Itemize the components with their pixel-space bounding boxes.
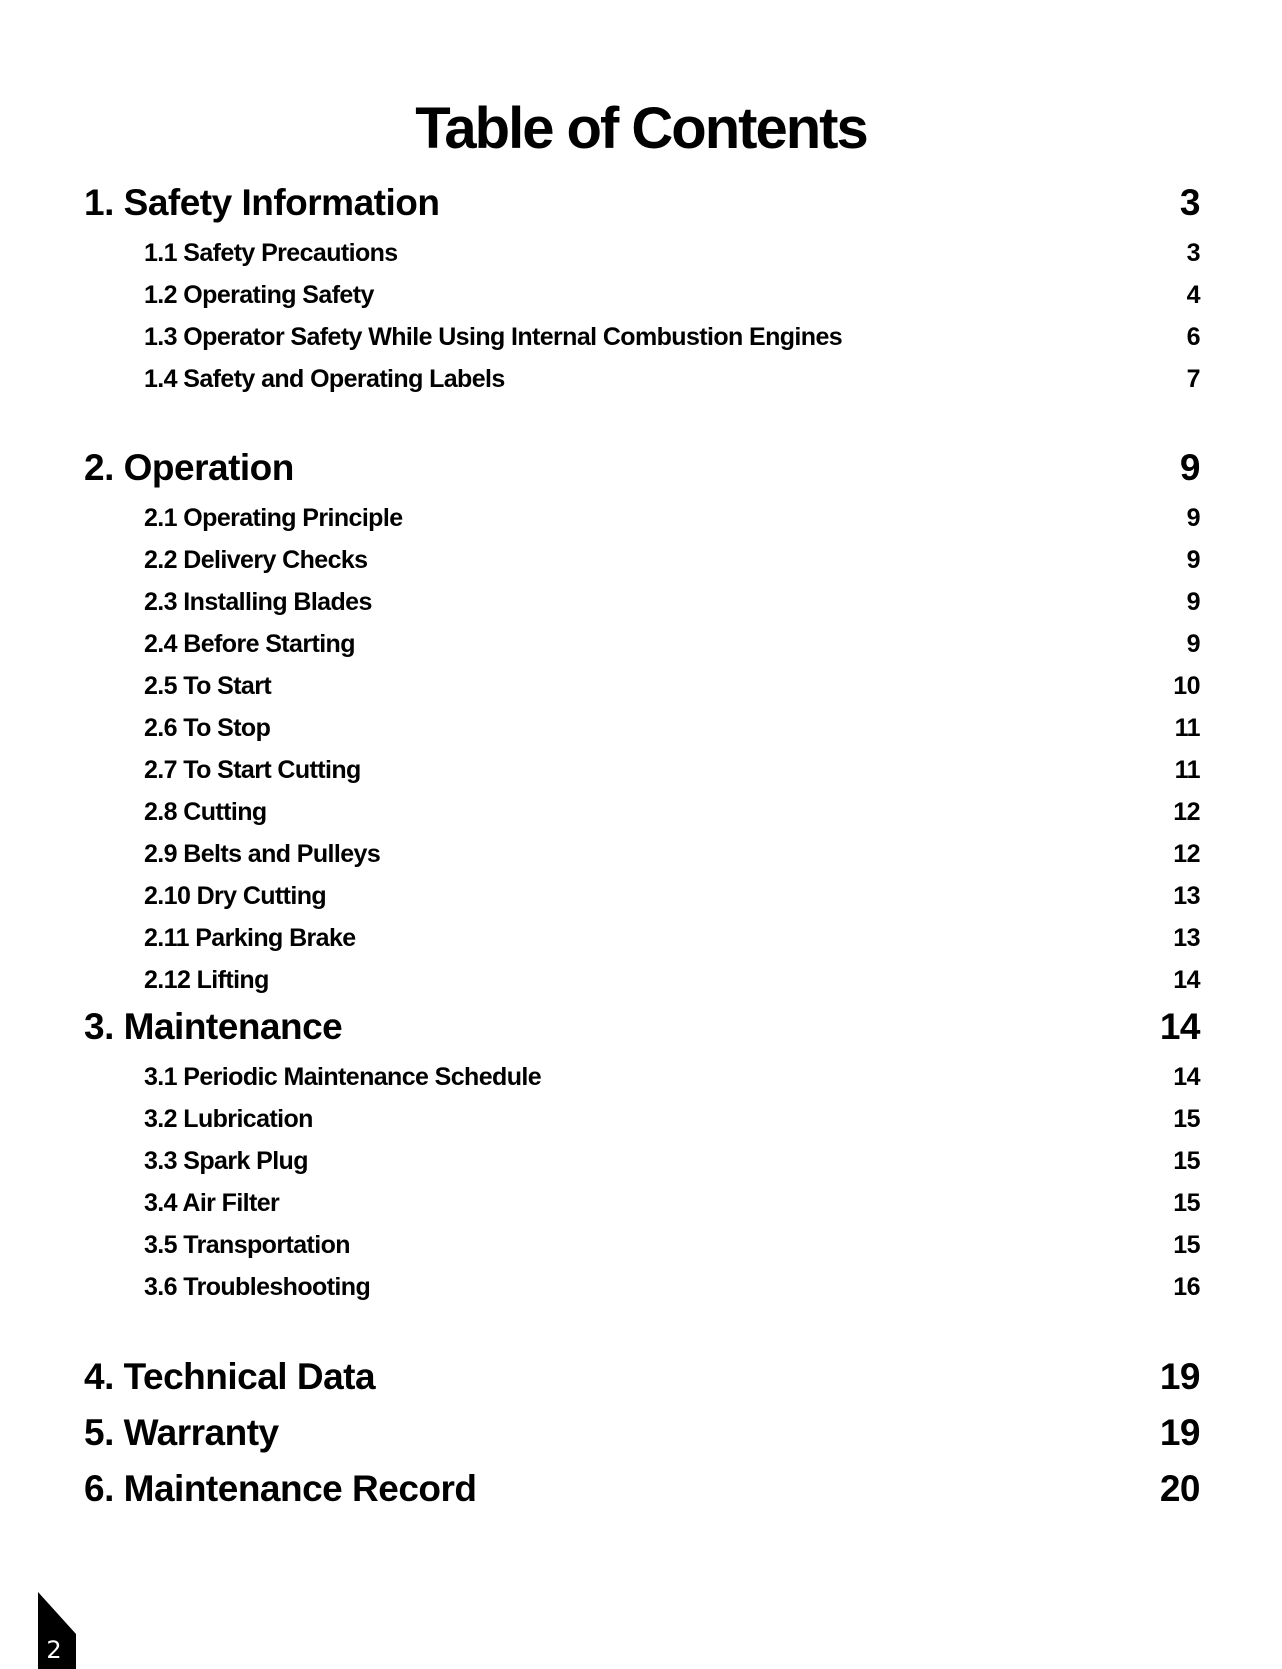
- toc-subsection-label: 3.2 Lubrication: [144, 1104, 313, 1133]
- toc-subsection-label: 2.5 To Start: [144, 671, 272, 700]
- toc-section-page: 19: [1159, 1356, 1200, 1397]
- page-number: 2: [46, 1636, 62, 1664]
- toc-subsection-label: 2.6 To Stop: [144, 713, 271, 742]
- toc-subsection-page: 9: [1186, 545, 1200, 574]
- toc-subsection-page: 9: [1186, 503, 1200, 532]
- toc-subsection-page: 15: [1173, 1146, 1200, 1175]
- toc-subsection-page: 6: [1186, 322, 1200, 351]
- toc-subsection-label: 2.8 Cutting: [144, 797, 267, 826]
- toc-subsection-page: 9: [1186, 587, 1200, 616]
- toc-section-label: 1. Safety Information: [84, 182, 440, 223]
- toc-section-label: 3. Maintenance: [84, 1006, 343, 1047]
- toc-subsection-page: 11: [1174, 755, 1200, 784]
- toc-section-page: 19: [1159, 1412, 1200, 1453]
- toc-subsection-label: 1.1 Safety Precautions: [144, 238, 398, 267]
- toc-subsection-label: 3.6 Troubleshooting: [144, 1272, 371, 1301]
- toc-subsection-page: 10: [1173, 671, 1200, 700]
- toc-subsection-page: 15: [1173, 1104, 1200, 1133]
- toc-subsection-label: 2.3 Installing Blades: [144, 587, 372, 616]
- toc-subsection-label: 3.4 Air Filter: [144, 1188, 280, 1217]
- toc-subsection-page: 15: [1173, 1230, 1200, 1259]
- toc-subsection-label: 2.9 Belts and Pulleys: [144, 839, 381, 868]
- toc-subsection-page: 14: [1173, 965, 1200, 994]
- toc-subsection-page: 7: [1186, 364, 1200, 393]
- toc-section-page: 3: [1179, 182, 1200, 223]
- toc-section-page: 14: [1159, 1006, 1200, 1047]
- toc-subsection-label: 2.11 Parking Brake: [144, 923, 356, 952]
- page-title: Table of Contents: [415, 96, 867, 161]
- toc-subsection-label: 3.5 Transportation: [144, 1230, 350, 1259]
- toc-subsection-page: 14: [1173, 1062, 1200, 1091]
- toc-subsection-page: 13: [1173, 923, 1200, 952]
- toc-section-label: 5. Warranty: [84, 1412, 279, 1453]
- toc-subsection-page: 16: [1173, 1272, 1200, 1301]
- toc-subsection-label: 2.1 Operating Principle: [144, 503, 403, 532]
- toc-subsection-label: 1.3 Operator Safety While Using Internal Combustion Engines: [144, 322, 843, 351]
- toc-subsection-page: 15: [1173, 1188, 1200, 1217]
- toc-subsection-label: 2.7 To Start Cutting: [144, 755, 361, 784]
- toc-section-label: 6. Maintenance Record: [84, 1468, 477, 1509]
- toc-subsection-page: 12: [1173, 797, 1200, 826]
- toc-subsection-label: 1.4 Safety and Operating Labels: [144, 364, 505, 393]
- toc-subsection-page: 9: [1186, 629, 1200, 658]
- toc-subsection-label: 3.1 Periodic Maintenance Schedule: [144, 1062, 542, 1091]
- toc-subsection-label: 3.3 Spark Plug: [144, 1146, 308, 1175]
- toc-subsection-page: 4: [1186, 280, 1200, 309]
- toc-subsection-page: 3: [1186, 238, 1200, 267]
- toc-subsection-page: 11: [1174, 713, 1200, 742]
- toc-subsection-page: 13: [1173, 881, 1200, 910]
- toc-subsection-label: 2.4 Before Starting: [144, 629, 355, 658]
- toc-section-page: 9: [1179, 447, 1200, 488]
- toc-section-label: 4. Technical Data: [84, 1356, 376, 1397]
- toc-section-label: 2. Operation: [84, 447, 294, 488]
- toc-subsection-label: 2.12 Lifting: [144, 965, 269, 994]
- toc-subsection-label: 2.2 Delivery Checks: [144, 545, 368, 574]
- toc-subsection-label: 2.10 Dry Cutting: [144, 881, 327, 910]
- toc-section-page: 20: [1159, 1468, 1200, 1509]
- toc-subsection-label: 1.2 Operating Safety: [144, 280, 374, 309]
- toc-subsection-page: 12: [1173, 839, 1200, 868]
